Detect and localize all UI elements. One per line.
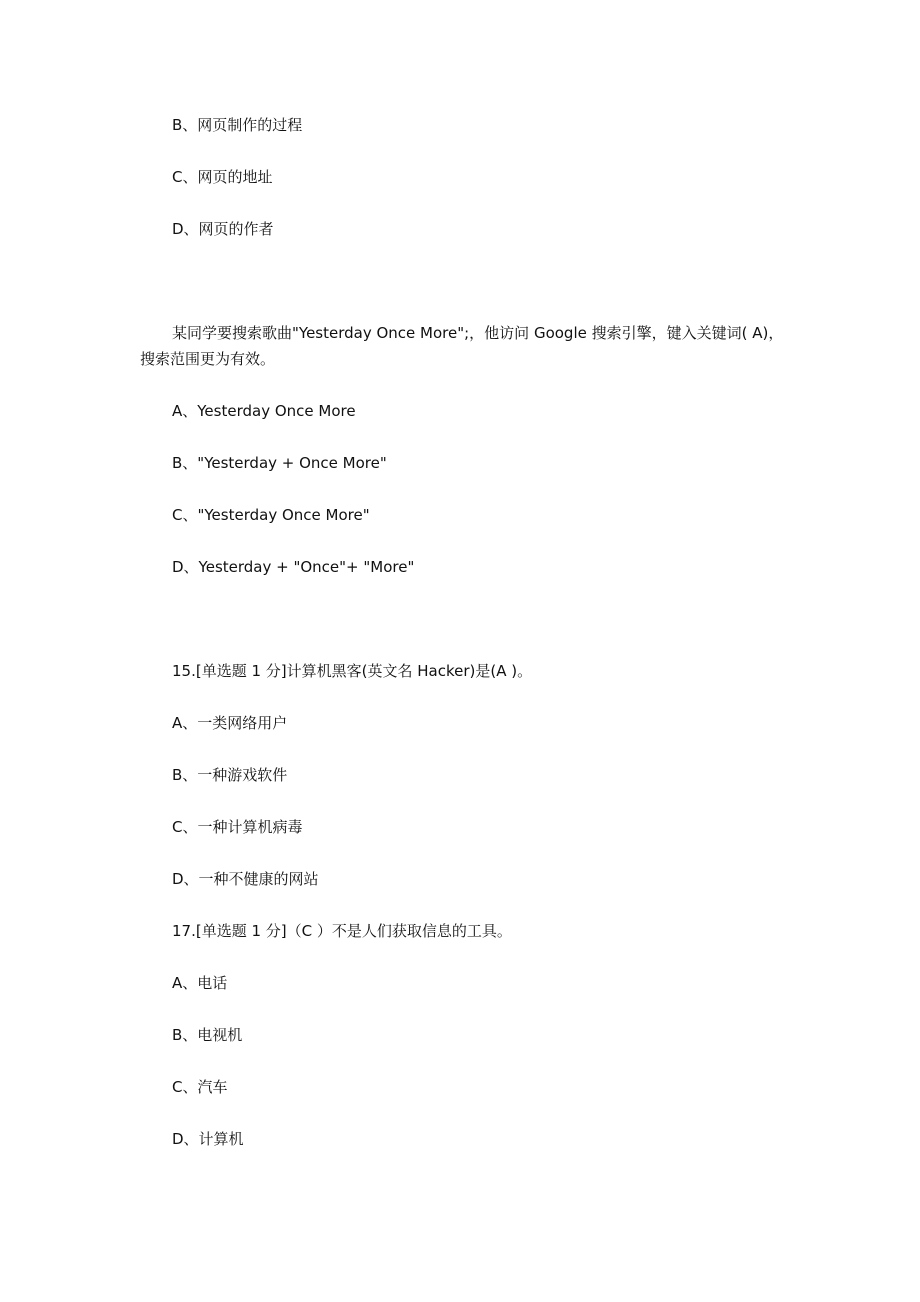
question-search-stem-line2: 搜索范围更为有效。 [140,350,276,368]
option-15-c: C、一种计算机病毒 [172,818,303,836]
question-search-stem [140,320,784,372]
option-17-c: C、汽车 [172,1078,228,1096]
option-search-d: D、Yesterday + "Once"+ "More" [172,558,415,576]
option-17-b: B、电视机 [172,1026,243,1044]
question-17-stem: 17.[单选题 1 分]（C ）不是人们获取信息的工具。 [172,922,512,940]
option-prev-c: C、网页的地址 [172,168,273,186]
option-search-b: B、"Yesterday + Once More" [172,454,387,472]
option-15-a: A、一类网络用户 [172,714,288,732]
option-search-a: A、Yesterday Once More [172,402,356,420]
option-15-b: B、一种游戏软件 [172,766,288,784]
option-17-d: D、计算机 [172,1130,244,1148]
question-search-stem-line1: 某同学要搜索歌曲"Yesterday Once More";，他访问 Google 搜索引擎，键入关键词( A)， [172,324,784,342]
option-search-c: C、"Yesterday Once More" [172,506,370,524]
option-17-a: A、电话 [172,974,228,992]
option-15-d: D、一种不健康的网站 [172,870,319,888]
option-prev-d: D、网页的作者 [172,220,274,238]
option-prev-b: B、网页制作的过程 [172,116,303,134]
question-15-stem: 15.[单选题 1 分]计算机黑客(英文名 Hacker)是(A )。 [172,662,533,680]
